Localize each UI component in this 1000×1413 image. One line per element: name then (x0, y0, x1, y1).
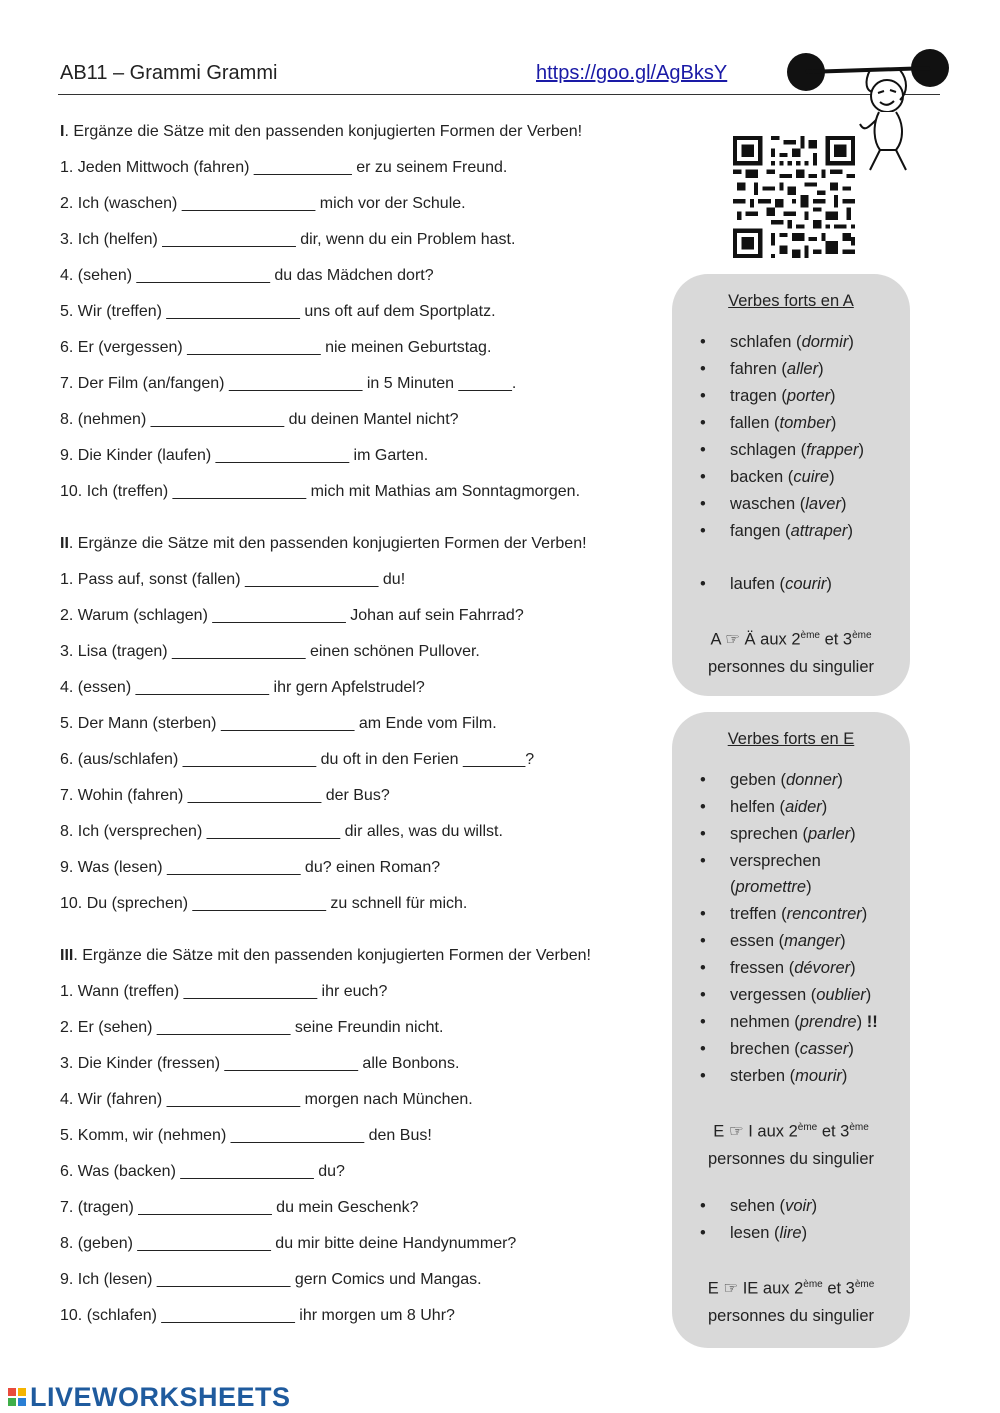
exercise-item: 4. Wir (fahren) _______________ morgen nach München. (60, 1091, 473, 1108)
exercise-item: 8. Ich (versprechen) _______________ dir alles, was du willst. (60, 823, 503, 840)
bullet-icon: • (700, 441, 706, 459)
bullet-icon: • (700, 468, 706, 486)
exercise-item: 6. (aus/schlafen) _______________ du oft in den Ferien _______? (60, 751, 535, 768)
exercise-item: 3. Die Kinder (fressen) _______________ alle Bonbons. (60, 1055, 460, 1072)
verb-fr: rencontrer (786, 905, 862, 923)
exercise-item: 1. Pass auf, sonst (fallen) _______________ du! (60, 571, 406, 588)
verb-fr: aider (785, 798, 822, 816)
verb-fr: dormir (801, 333, 849, 351)
exercise-item: 3. Ich (helfen) _______________ dir, wenn du ein Problem hast. (60, 231, 516, 248)
verb-item: • schlagen (frapper) (700, 441, 864, 459)
bullet-icon: • (700, 1013, 706, 1031)
instruction-text: . Ergänze die Sätze mit den passenden konjugierten Formen der Verben! (68, 535, 587, 552)
verb-fr: donner (785, 771, 838, 789)
warning-mark: !! (866, 1013, 878, 1031)
verb-de: essen (730, 932, 775, 950)
verb-fr: casser (799, 1040, 849, 1058)
section-1-instruction (60, 123, 582, 141)
verb-de: fallen (730, 414, 770, 432)
verb-item: • vergessen (oublier) (700, 986, 872, 1004)
verb-item: • essen (manger) (700, 932, 846, 950)
bullet-icon: • (700, 825, 706, 843)
verb-fr: laver (805, 495, 841, 513)
logo-cube (18, 1398, 26, 1406)
verb-de: vergessen (730, 986, 807, 1004)
bullet-icon: • (700, 986, 706, 1004)
exercise-item: 7. Wohin (fahren) _______________ der Bus? (60, 787, 390, 804)
verb-fr: manger (784, 932, 841, 950)
verb-fr: mourir (795, 1067, 842, 1085)
bullet-icon: • (700, 771, 706, 789)
bullet-icon: • (700, 522, 706, 540)
verb-fr: attraper (790, 522, 848, 540)
verb-item: • fressen (dévorer) (700, 959, 856, 977)
liveworksheets-logo[interactable] (8, 1381, 291, 1413)
exercise-item: 8. (nehmen) _______________ du deinen Mantel nicht? (60, 411, 459, 428)
exercise-item: 8. (geben) _______________ du mir bitte deine Handynummer? (60, 1235, 517, 1252)
verb-item: • geben (donner) (700, 771, 843, 789)
verb-item: • brechen (casser) (700, 1040, 854, 1058)
verb-de: tragen (730, 387, 777, 405)
section-numeral: II (60, 535, 69, 552)
verb-de: waschen (730, 495, 796, 513)
exercise-item: 9. Die Kinder (laufen) _______________ im Garten. (60, 447, 429, 464)
exercise-item: 9. Was (lesen) _______________ du? einen Roman? (60, 859, 441, 876)
verb-fr: parler (807, 825, 851, 843)
verb-item: • sterben (mourir) (700, 1067, 848, 1085)
box-title: Verbes forts en E (727, 730, 855, 748)
verb-item: • fangen (attraper) (700, 522, 853, 540)
exercise-item: 3. Lisa (tragen) _______________ einen schönen Pullover. (60, 643, 480, 660)
verb-fr: tomber (779, 414, 831, 432)
verb-de: sehen (730, 1197, 775, 1215)
logo-cube (8, 1388, 16, 1396)
section-3-instruction (60, 947, 591, 965)
verb-item: • laufen (courir) (700, 575, 832, 593)
verb-item: • sehen (voir) (700, 1197, 818, 1215)
verb-de: schlagen (730, 441, 797, 459)
bullet-icon: • (700, 387, 706, 405)
verb-item: • versprechen (promettre) (730, 848, 900, 900)
exercise-item: 10. Ich (treffen) _______________ mich mit Mathias am Sonntagmorgen. (60, 483, 581, 500)
e-to-i-rule: E ☞ I aux 2ème et 3ème personnes du singulier (707, 1122, 875, 1168)
exercise-item: 2. Er (sehen) _______________ seine Freundin nicht. (60, 1019, 444, 1036)
exercise-item: 2. Warum (schlagen) _______________ Johan auf sein Fahrrad? (60, 607, 524, 624)
verb-de: nehmen (730, 1013, 790, 1031)
bullet-icon: • (700, 1224, 706, 1242)
exercise-item: 7. Der Film (an/fangen) _______________ in 5 Minuten ______. (60, 375, 517, 392)
section-numeral: I (60, 123, 65, 140)
bullet-icon: • (700, 932, 706, 950)
section-numeral: III (60, 947, 74, 964)
verb-fr: lire (779, 1224, 802, 1242)
box-title: Verbes forts en A (728, 292, 854, 310)
verb-item: • sprechen (parler) (700, 825, 856, 843)
short-url-link[interactable]: https://goo.gl/AgBksY (536, 62, 728, 84)
verb-de: sprechen (730, 825, 798, 843)
verb-fr: prendre (799, 1013, 857, 1031)
verb-de: fahren (730, 360, 777, 378)
verb-fr: porter (786, 387, 830, 405)
bullet-icon: • (700, 1040, 706, 1058)
verb-de: treffen (730, 905, 777, 923)
verb-de: schlafen (730, 333, 792, 351)
verb-fr: courir (785, 575, 827, 593)
verb-de: brechen (730, 1040, 790, 1058)
pointing-hand-icon: ☞ (723, 1279, 739, 1298)
verb-fr: promettre (735, 878, 807, 896)
bullet-icon: • (700, 905, 706, 923)
verb-de: geben (730, 771, 776, 789)
verb-fr: dévorer (794, 959, 851, 977)
verb-item: • tragen (porter) (700, 387, 836, 405)
verb-item: • helfen (aider) (700, 798, 828, 816)
logo-cubes-icon (8, 1388, 26, 1406)
bullet-icon: • (700, 798, 706, 816)
verb-fr: oublier (816, 986, 866, 1004)
verb-de: helfen (730, 798, 775, 816)
bullet-icon: • (700, 360, 706, 378)
pointing-hand-icon: ☞ (725, 630, 740, 649)
bullet-icon: • (700, 575, 706, 593)
bullet-icon: • (700, 852, 706, 870)
verb-item: • waschen (laver) (700, 495, 847, 513)
strong-verbs-e-box (672, 712, 910, 1348)
bullet-icon: • (700, 959, 706, 977)
verb-de: backen (730, 468, 784, 486)
verb-item: • lesen (lire) (700, 1224, 808, 1242)
bullet-icon: • (700, 1067, 706, 1085)
exercise-item: 10. (schlafen) _______________ ihr morgen um 8 Uhr? (60, 1307, 455, 1324)
instruction-text: . Ergänze die Sätze mit den passenden konjugierten Formen der Verben! (64, 123, 583, 140)
logo-text: LIVEWORKSHEETS (30, 1381, 291, 1412)
logo-cube (18, 1388, 26, 1396)
verb-fr: cuire (793, 468, 830, 486)
exercise-item: 2. Ich (waschen) _______________ mich vor der Schule. (60, 195, 466, 212)
verb-fr: frapper (806, 441, 859, 459)
exercise-item: 4. (essen) _______________ ihr gern Apfelstrudel? (60, 679, 425, 696)
bullet-icon: • (700, 495, 706, 513)
exercise-item: 1. Wann (treffen) _______________ ihr euch? (60, 983, 388, 1000)
worksheet-title: AB11 – Grammi Grammi (60, 62, 278, 84)
verb-item: • fallen (tomber) (700, 414, 837, 432)
bullet-icon: • (700, 414, 706, 432)
logo-cube (8, 1398, 16, 1406)
verb-item: • nehmen (prendre) !! (700, 1013, 878, 1031)
instruction-text: . Ergänze die Sätze mit den passenden konjugierten Formen der Verben! (73, 947, 591, 964)
bullet-icon: • (700, 333, 706, 351)
exercise-item: 9. Ich (lesen) _______________ gern Comics und Mangas. (60, 1271, 482, 1288)
verb-item: • fahren (aller) (700, 360, 824, 378)
umlaut-rule: A ☞ Ä aux 2ème et 3ème personnes du singulier (707, 630, 875, 676)
exercise-item: 6. Er (vergessen) _______________ nie meinen Geburtstag. (60, 339, 492, 356)
verb-de: laufen (730, 575, 775, 593)
verb-fr: aller (786, 360, 819, 378)
verb-fr: voir (785, 1197, 812, 1215)
section-2-instruction (60, 535, 587, 553)
verb-item: • schlafen (dormir) (700, 333, 854, 351)
exercise-item: 4. (sehen) _______________ du das Mädchen dort? (60, 267, 434, 284)
verb-de: fressen (730, 959, 785, 977)
exercise-item: 5. Wir (treffen) _______________ uns oft auf dem Sportplatz. (60, 303, 496, 320)
strong-verbs-a-box (672, 274, 910, 696)
exercise-item: 6. Was (backen) _______________ du? (60, 1163, 345, 1180)
verb-de: sterben (730, 1067, 786, 1085)
exercise-item: 5. Komm, wir (nehmen) _______________ den Bus! (60, 1127, 432, 1144)
bullet-icon: • (700, 1197, 706, 1215)
verb-de: versprechen (730, 852, 821, 870)
exercise-item: 10. Du (sprechen) _______________ zu schnell für mich. (60, 895, 468, 912)
exercise-item: 1. Jeden Mittwoch (fahren) ___________ er zu seinem Freund. (60, 159, 508, 176)
pointing-hand-icon: ☞ (728, 1122, 744, 1141)
verb-item: • treffen (rencontrer) (700, 905, 868, 923)
qr-code-icon (733, 136, 855, 258)
e-to-ie-rule: E ☞ IE aux 2ème et 3ème personnes du singulier (707, 1279, 875, 1325)
verb-item: • backen (cuire) (700, 468, 835, 486)
verb-de: lesen (730, 1224, 770, 1242)
verb-de: fangen (730, 522, 781, 540)
exercise-item: 7. (tragen) _______________ du mein Geschenk? (60, 1199, 419, 1216)
exercise-item: 5. Der Mann (sterben) _______________ am Ende vom Film. (60, 715, 497, 732)
